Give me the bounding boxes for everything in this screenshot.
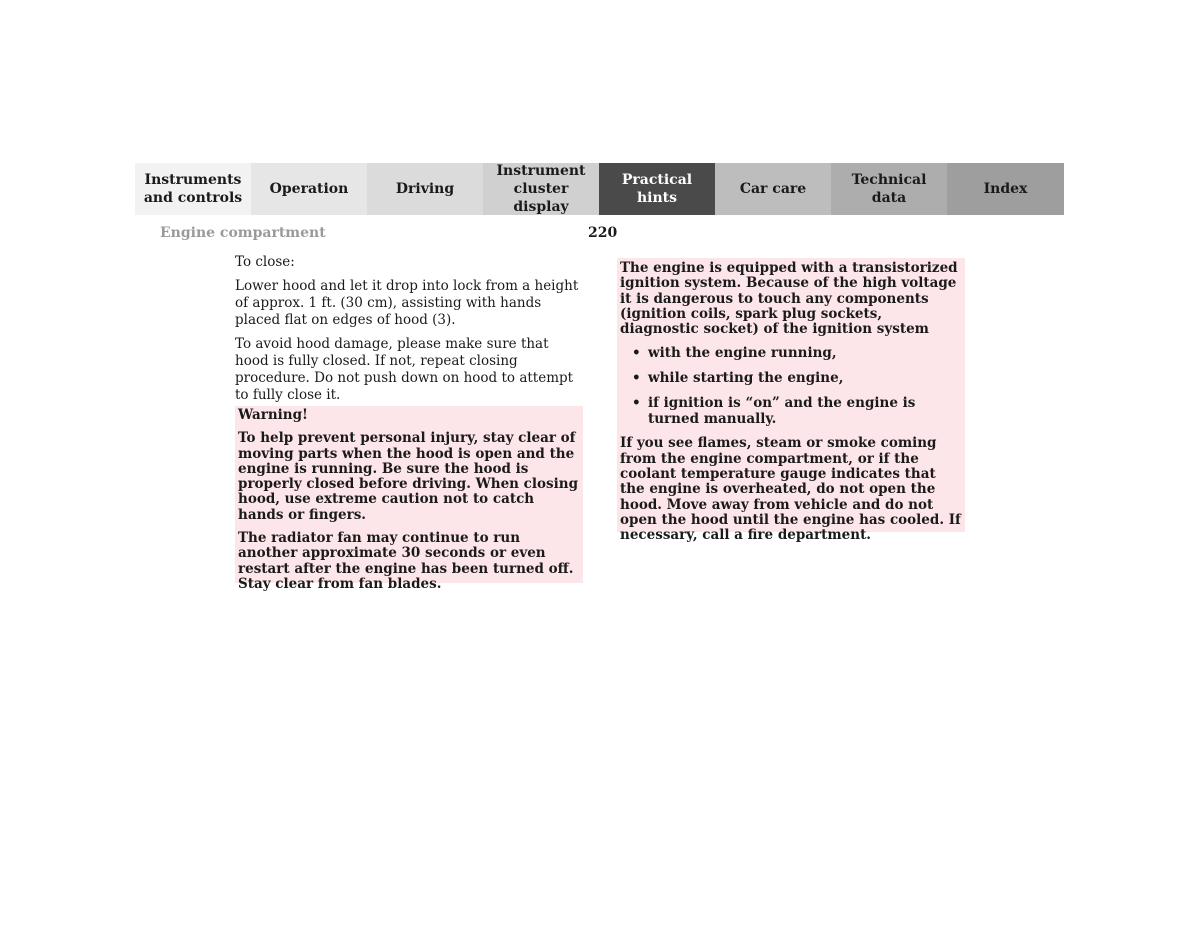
tab-driving[interactable]: Driving [367,163,483,215]
ignition-warning-intro: The engine is equipped with a transistorized ignition system. Because of the high voltage it is dangerous to touch any components (ignition coils, spark plug sockets, diagnostic socket) of the ignition system [620,260,958,338]
hood-damage-note: To avoid hood damage, please make sure that hood is fully closed. If not, repeat closing procedure. Do not push down on hood to attempt to fully close it. [235,336,574,403]
left-column [235,254,585,411]
tab-instrument-cluster-display[interactable]: Instrument cluster display [483,163,599,215]
list-item: • if ignition is “on” and the engine is turned manually. [620,395,962,427]
closing-heading: To close: [235,254,295,270]
tab-index[interactable]: Index [947,163,1064,215]
warning-text-injury: To help prevent personal injury, stay clear of moving parts when the hood is open and the engine is running. Be sure the hood is properly closed before driving. When closing hood, use extreme caution not to catch hands or fingers. [238,430,579,523]
list-item: • with the engine running, [620,345,962,361]
section-tabs [135,163,1064,215]
tab-car-care[interactable]: Car care [715,163,831,215]
tab-instruments-and-controls[interactable]: Instruments and controls [135,163,251,215]
ignition-warning-box [617,258,965,544]
warning-text-fan: The radiator fan may continue to run another approximate 30 seconds or even restart after the engine has been turned off. Stay clear from fan blades. [238,530,574,592]
page-number: 220 [588,225,618,241]
overheating-warning: If you see flames, steam or smoke coming from the engine compartment, or if the coolant temperature gauge indicates that the engine is overheated, do not open the hood. Move away from vehicle and do not open the hood until the engine has cooled. If necessary, call a fire department. [620,435,961,544]
ignition-warning-list [620,345,962,427]
tab-operation[interactable]: Operation [251,163,367,215]
section-title: Engine compartment [160,225,326,241]
closing-instructions: Lower hood and let it drop into lock from a height of approx. 1 ft. (30 cm), assisting with hands placed flat on edges of hood (3). [235,278,579,328]
warning-box [235,406,583,592]
tab-technical-data[interactable]: Technical data [831,163,947,215]
warning-title: Warning! [238,407,308,423]
tab-practical-hints[interactable]: Practical hints [599,163,715,215]
list-item: • while starting the engine, [620,370,962,386]
